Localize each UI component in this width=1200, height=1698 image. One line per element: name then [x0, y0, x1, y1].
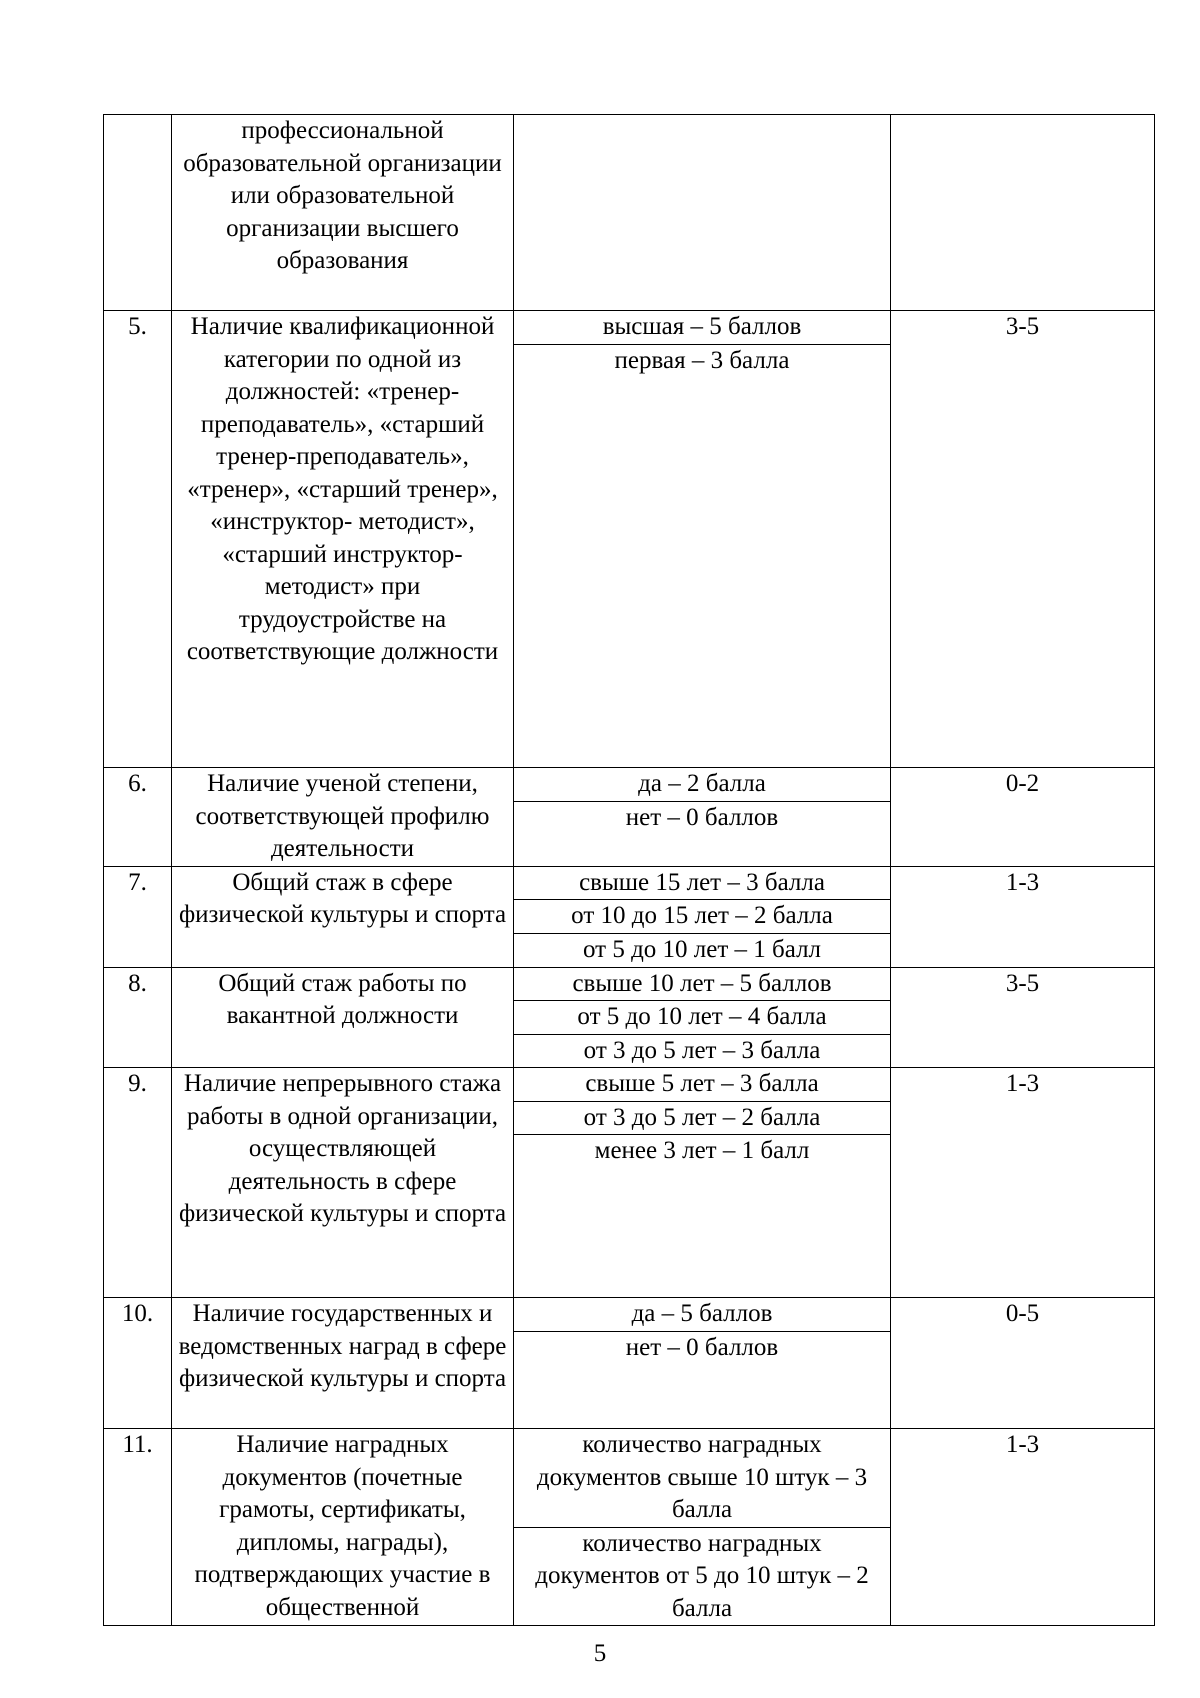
- option-item: от 3 до 5 лет – 3 балла: [583, 1036, 821, 1064]
- criterion-text: Наличие непрерывного стажа работы в одной организации, осуществляющей деятельность в сфере физической культуры и спорта: [172, 1068, 514, 1298]
- table-row: [104, 1429, 1155, 1626]
- options-cell: [514, 1429, 891, 1626]
- options-cell: [514, 768, 891, 867]
- option-item: от 10 до 15 лет – 2 балла: [514, 900, 890, 934]
- option-item: от 3 до 5 лет – 2 балла: [514, 1102, 890, 1136]
- page-number: 5: [593, 1640, 607, 1667]
- option-item: свыше 5 лет – 3 балла: [514, 1068, 890, 1102]
- options-cell: [514, 967, 891, 1068]
- criteria-table: [103, 114, 1155, 1626]
- option-item: свыше 15 лет – 3 балла: [514, 867, 890, 901]
- option-item: от 5 до 10 лет – 4 балла: [514, 1001, 890, 1035]
- row-number: 7.: [104, 866, 172, 967]
- option-item: первая – 3 балла: [614, 346, 790, 374]
- score-range: 3-5: [891, 967, 1155, 1068]
- options-cell: [514, 311, 891, 768]
- score-range: 0-5: [891, 1298, 1155, 1429]
- criterion-text: Наличие ученой степени, соответствующей профилю деятельности: [172, 768, 514, 867]
- table-row: [104, 115, 1155, 311]
- row-number: 6.: [104, 768, 172, 867]
- table-row: [104, 1068, 1155, 1298]
- criterion-text: Общий стаж работы по вакантной должности: [172, 967, 514, 1068]
- option-item: высшая – 5 баллов: [514, 311, 890, 345]
- option-item: от 5 до 10 лет – 1 балл: [582, 935, 822, 963]
- score-range: [891, 115, 1155, 311]
- score-range: 1-3: [891, 1068, 1155, 1298]
- options-cell: [514, 866, 891, 967]
- table-row: [104, 311, 1155, 768]
- table-row: [104, 1298, 1155, 1429]
- score-range: 0-2: [891, 768, 1155, 867]
- option-item: нет – 0 баллов: [625, 803, 779, 831]
- criterion-text: Наличие наградных документов (почетные грамоты, сертификаты, дипломы, награды), подтверждающих участие в общественной: [172, 1429, 514, 1626]
- score-range: 1-3: [891, 866, 1155, 967]
- row-number: 8.: [104, 967, 172, 1068]
- row-number: [104, 115, 172, 311]
- row-number: 5.: [104, 311, 172, 768]
- option-item: нет – 0 баллов: [625, 1333, 779, 1361]
- criterion-text: профессиональной образовательной организации или образовательной организации высшего образования: [172, 115, 514, 311]
- row-number: 10.: [104, 1298, 172, 1429]
- row-number: 9.: [104, 1068, 172, 1298]
- table-row: [104, 768, 1155, 867]
- options-cell: [514, 1298, 891, 1429]
- option-item: количество наградных документов от 5 до 10 штук – 2 балла: [535, 1529, 869, 1622]
- criterion-text: Общий стаж в сфере физической культуры и спорта: [172, 866, 514, 967]
- score-range: 1-3: [891, 1429, 1155, 1626]
- option-item: да – 5 баллов: [514, 1298, 890, 1332]
- row-number: 11.: [104, 1429, 172, 1626]
- option-item: менее 3 лет – 1 балл: [594, 1137, 810, 1164]
- option-item: да – 2 балла: [514, 768, 890, 802]
- table-row: [104, 967, 1155, 1068]
- table-row: [104, 866, 1155, 967]
- score-range: 3-5: [891, 311, 1155, 768]
- criterion-text: Наличие государственных и ведомственных наград в сфере физической культуры и спорта: [172, 1298, 514, 1429]
- option-item: свыше 10 лет – 5 баллов: [514, 968, 890, 1002]
- option-item: количество наградных документов свыше 10 штук – 3 балла: [514, 1429, 890, 1528]
- options-cell: [514, 1068, 891, 1298]
- options-cell: [514, 115, 891, 311]
- criterion-text: Наличие квалификационной категории по одной из должностей: «тренер-преподаватель», «старший тренер-преподаватель», «тренер», «старший тренер», «инструктор- методист», «старший инструктор-методист» при трудоустройстве на соответствующие должности: [172, 311, 514, 768]
